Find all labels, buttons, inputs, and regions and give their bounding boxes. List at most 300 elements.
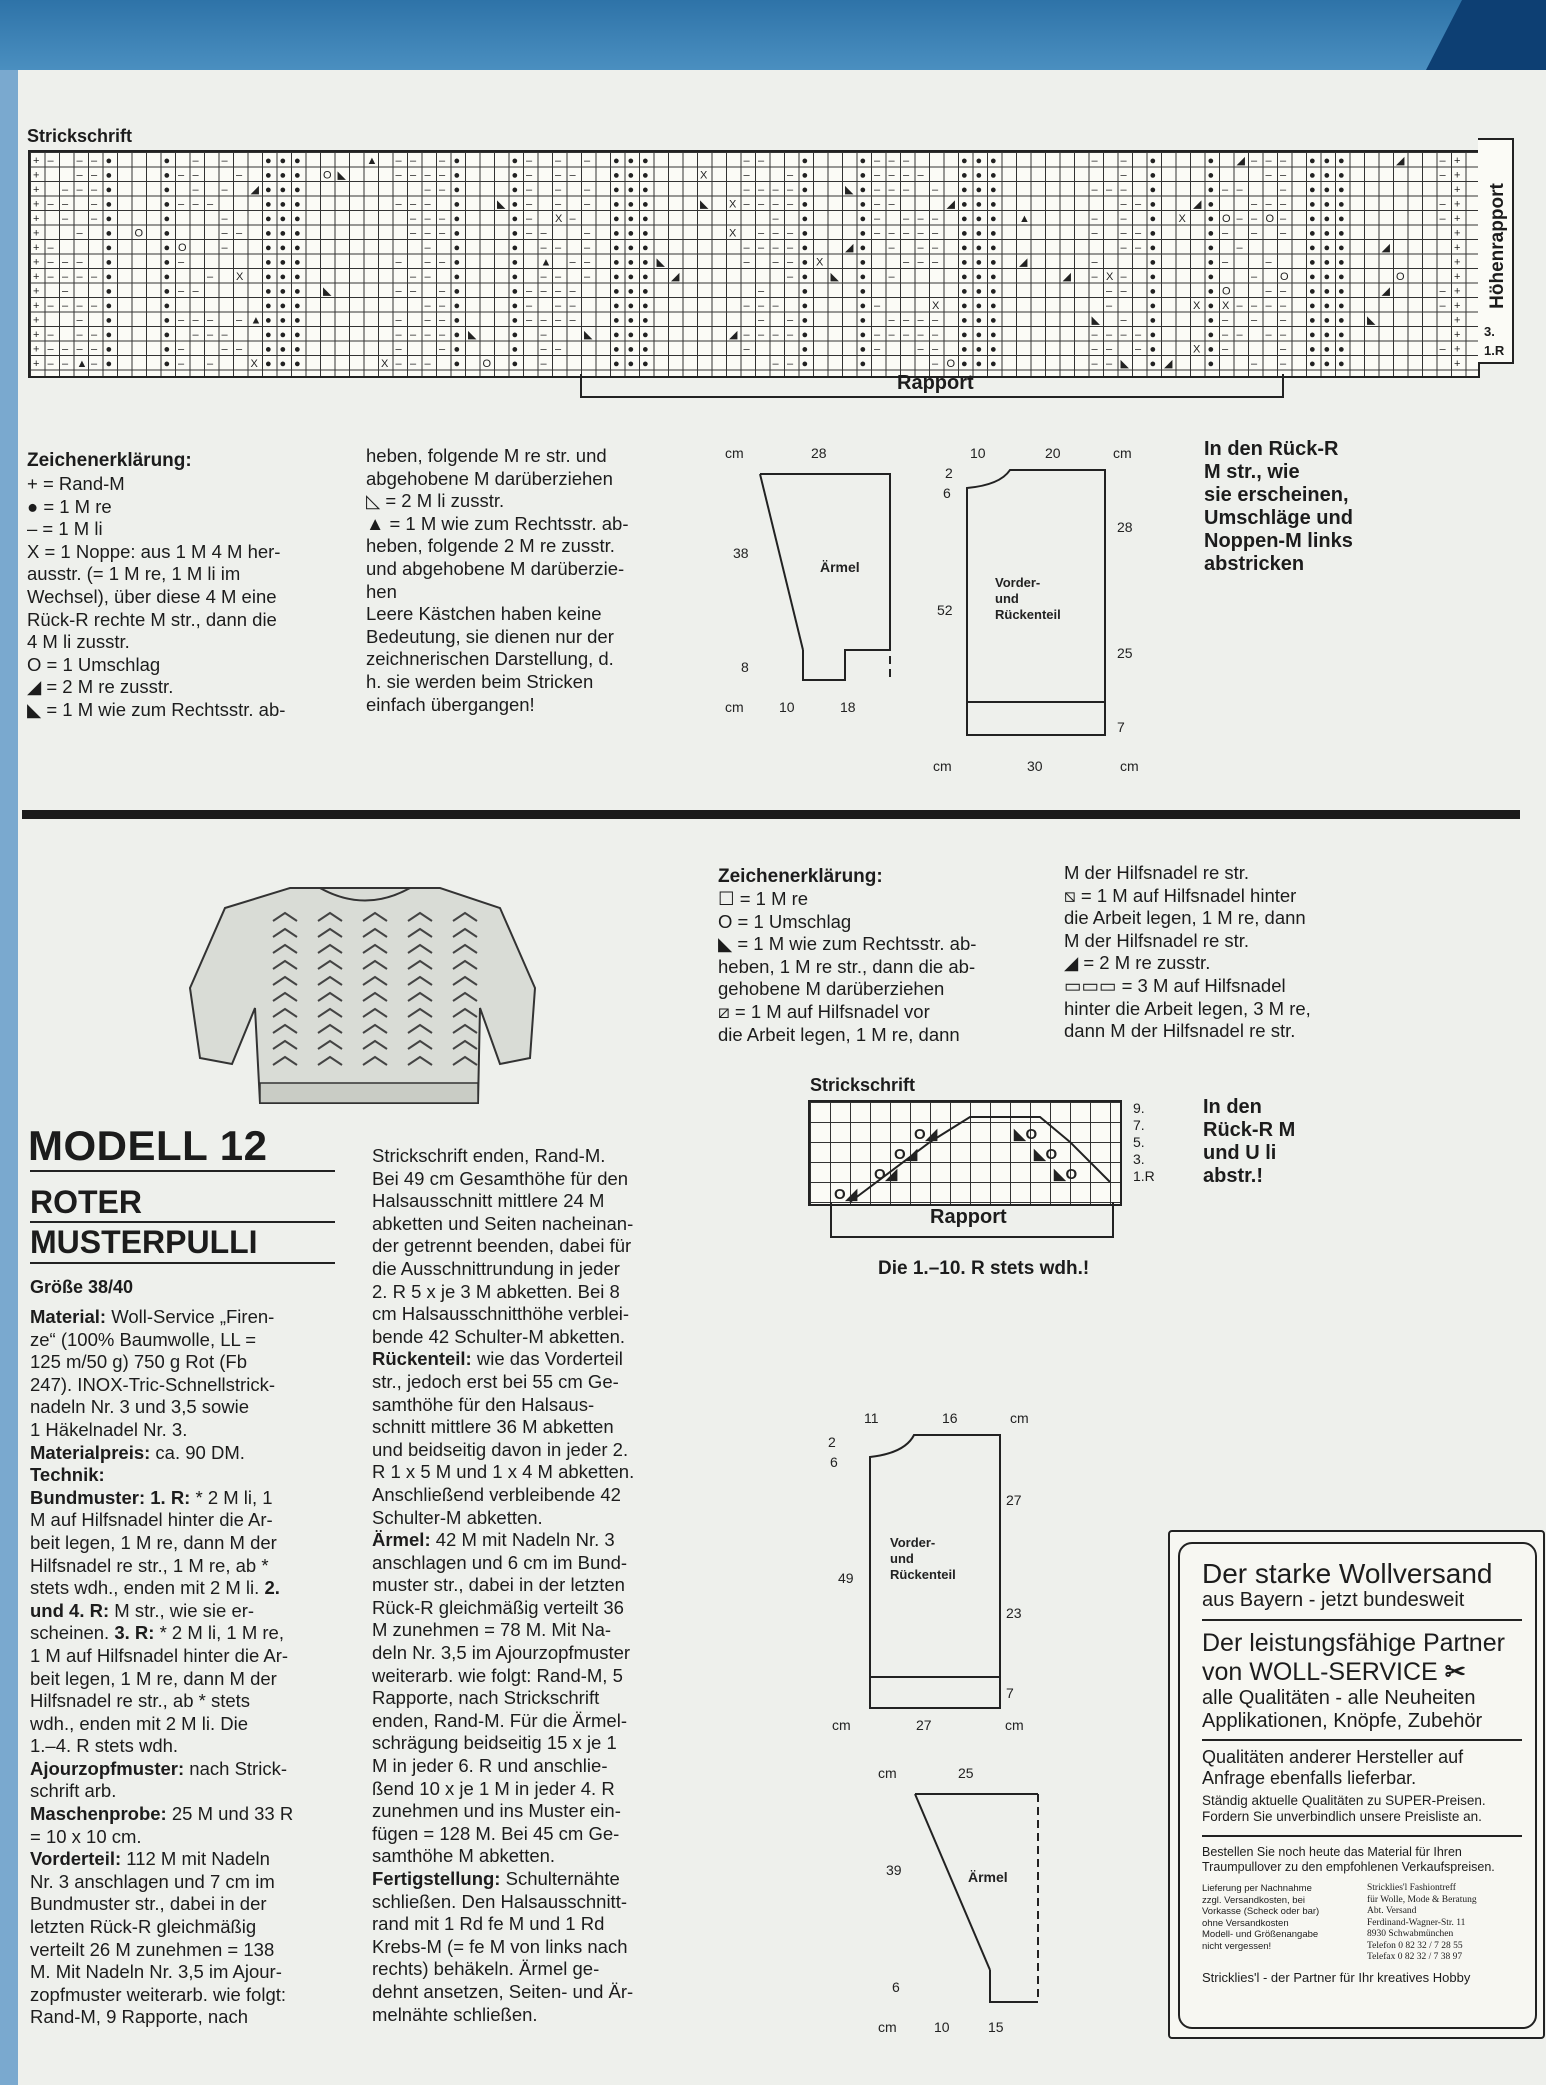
- chart1-symbol: –: [1265, 169, 1272, 182]
- chart1-symbol: ●: [105, 358, 113, 370]
- chart1-symbol: ●: [961, 242, 968, 254]
- chart1-symbol: –: [888, 329, 895, 341]
- chart1-symbol: ●: [801, 256, 809, 269]
- s1-body-right-a: 28: [1117, 519, 1133, 535]
- chart1-symbol: –: [743, 184, 750, 196]
- chart1-symbol: –: [1222, 314, 1229, 327]
- s1-body-top-b: 20: [1045, 445, 1061, 461]
- instructions-b-line: Rück-R gleichmäßig verteilt 36: [372, 1596, 624, 1618]
- chart1-symbol: ●: [613, 329, 620, 341]
- chart1-symbol: ●: [265, 184, 272, 196]
- instructions-b-line: Ärmel: 42 M mit Nadeln Nr. 3: [372, 1529, 615, 1551]
- chart1-symbol: –: [743, 300, 750, 312]
- chart1-symbol: ◣: [845, 184, 854, 196]
- ad-line-5: Ständig aktuelle Qualitäten zu SUPER-Preisen.: [1202, 1793, 1486, 1808]
- chart1-symbol: –: [1236, 329, 1243, 341]
- instructions-b-line: schließen. Den Halsausschnitt-: [372, 1890, 627, 1912]
- chart1-symbol: ●: [859, 213, 867, 225]
- chart1-symbol: ●: [105, 198, 113, 211]
- chart1-symbol: –: [569, 256, 576, 269]
- legend2-col1-line: die Arbeit legen, 1 M re, dann: [718, 1023, 960, 1045]
- chart1-symbol: –: [555, 314, 562, 327]
- model-title: MODELL 12: [28, 1122, 268, 1169]
- ad-heading-2: Der leistungsfähige Partner: [1202, 1629, 1505, 1657]
- chart1-symbol: –: [1222, 329, 1229, 341]
- ad-footer: Stricklies'l - der Partner für Ihr kreatives Hobby: [1202, 1969, 1471, 1985]
- chart1-symbol: –: [917, 213, 924, 225]
- chart1-symbol: +: [33, 227, 40, 240]
- chart1-symbol: X: [1193, 300, 1201, 312]
- chart1-symbol: ●: [642, 256, 649, 269]
- chart1-symbol: –: [424, 198, 431, 211]
- legend2-col2-line: ◢ = 2 M re zusstr.: [1064, 952, 1211, 974]
- chart1-symbol: ●: [511, 285, 519, 298]
- chart1-symbol: –: [439, 155, 446, 167]
- chart1-symbol: ●: [279, 300, 287, 312]
- chart1-symbol: ●: [990, 213, 997, 225]
- s2-body-label-1: Vorder-: [890, 1535, 936, 1550]
- chart1-symbol: ●: [1323, 213, 1331, 225]
- chart1-symbol: –: [874, 343, 881, 356]
- legend2-col1-line: ☐ = 1 M re: [718, 888, 809, 909]
- chart1-symbol: ●: [1149, 343, 1157, 356]
- chart1-symbol: –: [424, 184, 431, 196]
- legend1-title: Zeichenerklärung:: [27, 450, 192, 471]
- chart1-symbol: ●: [265, 242, 272, 254]
- chart1-symbol: ●: [453, 271, 461, 283]
- chart1-symbol: ●: [613, 285, 620, 298]
- note1-line: abstricken: [1204, 553, 1305, 575]
- chart2-caption: Die 1.–10. R stets wdh.!: [878, 1258, 1090, 1279]
- chart1-symbol: –: [91, 300, 98, 312]
- chart1-symbol: –: [526, 155, 533, 167]
- chart1-symbol: ●: [961, 329, 968, 341]
- s1-body-cm3: cm: [1120, 758, 1139, 774]
- instructions-a-line: stets wdh., enden mit 2 M li. 2.: [30, 1577, 280, 1599]
- chart1-symbol: ●: [627, 271, 635, 283]
- instructions-a-line: ze“ (100% Baumwolle, LL =: [30, 1328, 257, 1350]
- legend2-col1: [718, 866, 1032, 1046]
- chart1-symbol: –: [91, 343, 98, 356]
- chart1-symbol: –: [192, 329, 199, 341]
- chart1-symbol: –: [395, 198, 402, 211]
- chart1-symbol: +: [1454, 285, 1461, 298]
- s1-body-right-c: 7: [1117, 719, 1125, 735]
- chart1-symbol: –: [439, 314, 446, 327]
- chart1-symbol: –: [1280, 155, 1287, 167]
- chart1-symbol: –: [1236, 184, 1243, 196]
- chart1-symbol: –: [1091, 271, 1098, 283]
- legend2-col2: [1064, 862, 1384, 1043]
- left-edge-strip: [0, 70, 18, 2085]
- chart1-symbol: ●: [801, 300, 809, 312]
- chart1-symbol: ●: [1149, 271, 1157, 283]
- chart1-symbol: –: [1251, 198, 1258, 211]
- chart1-symbol: –: [1280, 358, 1287, 370]
- legend2-col2-line: hinter die Arbeit legen, 3 M re,: [1064, 997, 1311, 1019]
- chart1-symbol: –: [1439, 343, 1446, 356]
- hoehenrapport-label: Höhenrapport: [1487, 183, 1508, 309]
- chart1-symbol: –: [221, 184, 228, 196]
- chart1-symbol: +: [1454, 271, 1461, 283]
- chart1-symbol: –: [758, 314, 765, 327]
- chart1-symbol: –: [903, 169, 910, 182]
- instructions-b-line: Rückenteil: wie das Vorderteil: [372, 1348, 623, 1370]
- chart1-symbol: –: [236, 227, 243, 240]
- chart1-symbol: ◢: [250, 184, 259, 196]
- chart1-symbol: ●: [279, 213, 287, 225]
- model-sub-1: ROTER: [30, 1184, 142, 1220]
- svg-text:O◢: O◢: [834, 1186, 858, 1203]
- chart1-symbol: ●: [1338, 314, 1345, 327]
- legend2-col2-line: ▭▭▭ = 3 M auf Hilfsnadel: [1064, 974, 1286, 996]
- s2-sleeve-top: 25: [958, 1765, 974, 1781]
- chart1-symbol: –: [888, 271, 895, 283]
- chart1-symbol: ●: [453, 155, 461, 167]
- chart1-symbol: ●: [511, 242, 519, 254]
- chart1-symbol: –: [526, 184, 533, 196]
- chart1-symbol: –: [76, 184, 83, 196]
- s1-sleeve-left: 38: [733, 545, 749, 561]
- chart1-symbol: ●: [801, 329, 809, 341]
- chart1-symbol: +: [1454, 314, 1461, 327]
- chart1-symbol: –: [526, 285, 533, 298]
- chart1-symbol: ●: [1338, 213, 1345, 225]
- chart1-symbol: ●: [1323, 184, 1331, 196]
- legend1-col1-line: ● = 1 M re: [27, 495, 112, 517]
- legend2-col1-line: gehobene M darüberziehen: [718, 978, 945, 1000]
- legend2-col2-line: M der Hilfsnadel re str.: [1064, 929, 1250, 951]
- chart1-symbol: ●: [1338, 300, 1345, 312]
- instructions-b-line: dehnt ansetzen, Seiten- und Är-: [372, 1980, 634, 2002]
- chart1-symbol: –: [439, 329, 446, 341]
- chart1-symbol: –: [526, 314, 533, 327]
- chart1-symbol: +: [33, 343, 40, 356]
- chart1-symbol: ●: [801, 271, 809, 283]
- chart1-symbol: –: [1265, 329, 1272, 341]
- instructions-b-line: abketten und Seiten nacheinan-: [372, 1212, 634, 1234]
- chart1-symbol: ●: [627, 227, 635, 240]
- chart1-symbol: +: [1454, 343, 1461, 356]
- chart1-symbol: –: [1251, 358, 1258, 370]
- chart1-symbol: ●: [801, 213, 809, 225]
- chart1-symbol: ●: [1149, 300, 1157, 312]
- chart1-symbol: ●: [1149, 256, 1157, 269]
- chart1-symbol: –: [1091, 358, 1098, 370]
- legend1-col1-line: O = 1 Umschlag: [27, 653, 161, 675]
- chart1-symbol: –: [1280, 285, 1287, 298]
- chart1-symbol: ●: [1323, 155, 1331, 167]
- s1-body-bottom: 30: [1027, 758, 1043, 774]
- chart1-symbol: ●: [1323, 242, 1331, 254]
- chart1-symbol: +: [33, 358, 40, 370]
- chart1-symbol: –: [1106, 358, 1113, 370]
- chart1-symbol: –: [76, 155, 83, 167]
- chart1-symbol: –: [424, 300, 431, 312]
- chart1-symbol: ●: [511, 256, 519, 269]
- chart1-symbol: –: [1251, 314, 1258, 327]
- chart1-symbol: –: [207, 314, 214, 327]
- chart1-symbol: ●: [801, 184, 809, 196]
- s2-body-right-a: 27: [1006, 1492, 1022, 1508]
- chart1-symbol: ●: [105, 169, 113, 182]
- chart1-symbol: –: [1280, 329, 1287, 341]
- chart1-symbol: ●: [613, 343, 620, 356]
- chart1-symbol: ●: [1309, 314, 1316, 327]
- chart1-symbol: –: [1091, 329, 1098, 341]
- chart1-symbol: ●: [1207, 314, 1215, 327]
- chart1-symbol: ●: [265, 300, 272, 312]
- chart1-symbol: ●: [511, 358, 519, 370]
- chart1-symbol: –: [584, 242, 591, 254]
- chart1-symbol: –: [395, 358, 402, 370]
- chart1-symbol: ●: [1309, 213, 1316, 225]
- instructions-b-line: M in jeder 6. R und anschlie-: [372, 1755, 608, 1777]
- chart1-symbol: ●: [859, 256, 867, 269]
- chart1-symbol: O: [1280, 271, 1289, 283]
- instructions-b-line: melnähte schließen.: [372, 2003, 538, 2025]
- s2-body-neck-b: 6: [830, 1454, 838, 1470]
- chart1-symbol: –: [424, 271, 431, 283]
- chart1-symbol: –: [91, 271, 98, 283]
- chart1-symbol: ●: [990, 271, 997, 283]
- chart1-symbol: ●: [961, 358, 968, 370]
- legend2-col1-line: heben, 1 M re str., dann die ab-: [718, 955, 976, 977]
- chart1-symbol: –: [1222, 184, 1229, 196]
- s2-sleeve-bottom-a: 10: [934, 2019, 950, 2035]
- chart1-symbol: –: [91, 358, 98, 370]
- legend1-col1-line: – = 1 M li: [27, 518, 103, 540]
- instructions-b-line: anschlagen und 6 cm im Bund-: [372, 1551, 628, 1573]
- chart1-symbol: –: [62, 256, 69, 269]
- chart1-symbol: –: [439, 227, 446, 240]
- chart1-symbol: ●: [642, 198, 649, 211]
- chart1-symbol: ●: [279, 169, 287, 182]
- chart2-row-line: 9.: [1133, 1100, 1145, 1116]
- instructions-a-line: beit legen, 1 M re, dann M der: [30, 1667, 277, 1689]
- chart1-symbol: ●: [613, 227, 620, 240]
- ad-small-right-line: Ferdinand-Wagner-Str. 11: [1367, 1917, 1466, 1928]
- chart1-symbol: –: [1265, 198, 1272, 211]
- chart1-symbol: ●: [975, 213, 983, 225]
- chart1-symbol: –: [62, 285, 69, 298]
- chart1-symbol: –: [192, 198, 199, 211]
- chart1-symbol: +: [33, 285, 40, 298]
- chart1-symbol: –: [772, 198, 779, 211]
- chart1-symbol: ●: [163, 184, 171, 196]
- chart1-symbol: ●: [511, 314, 519, 327]
- chart1-symbol: –: [439, 343, 446, 356]
- chart1-symbol: –: [47, 358, 54, 370]
- chart1-symbol: O: [482, 358, 492, 370]
- chart1-symbol: ●: [975, 343, 983, 356]
- legend2-col2-line: ⧅ = 1 M auf Hilfsnadel hinter: [1064, 884, 1297, 906]
- s2-body-label-2: und: [890, 1551, 914, 1566]
- chart1-symbol: –: [178, 285, 185, 298]
- chart1-symbol: ◢: [1381, 285, 1390, 298]
- chart1-symbol: X: [1178, 213, 1186, 225]
- chart1-symbol: +: [1454, 329, 1461, 341]
- chart1-symbol: ●: [1207, 213, 1215, 225]
- chart1-symbol: ●: [453, 198, 461, 211]
- chart1-symbol: ●: [990, 227, 997, 240]
- chart1-symbol: ●: [511, 198, 519, 211]
- chart1-symbol: ●: [1207, 184, 1215, 196]
- chart1-symbol: ●: [1149, 169, 1157, 182]
- chart1-symbol: ●: [627, 155, 635, 167]
- chart1-symbol: ●: [859, 358, 867, 370]
- chart1-symbol: ●: [511, 343, 519, 356]
- chart1-symbol: ●: [613, 155, 620, 167]
- instructions-b-line: Halsausschnitt mittlere 24 M: [372, 1190, 605, 1212]
- chart1-symbol: –: [439, 256, 446, 269]
- chart1-symbol: ●: [453, 285, 461, 298]
- chart1-symbol: +: [1454, 198, 1461, 211]
- chart1-symbol: ●: [613, 300, 620, 312]
- chart1-symbol: –: [743, 242, 750, 254]
- chart1-symbol: X: [381, 358, 389, 370]
- chart1-symbol: –: [410, 155, 417, 167]
- chart1-symbol: –: [221, 329, 228, 341]
- chart1-symbol: ●: [975, 242, 983, 254]
- chart1-symbol: ●: [453, 227, 461, 240]
- ad-heading-1: Der starke Wollversand: [1202, 1558, 1493, 1589]
- chart1-symbol: –: [874, 169, 881, 182]
- chart1-symbol: +: [1454, 358, 1461, 370]
- chart1-symbol: ◢: [946, 198, 955, 211]
- chart1-symbol: ●: [105, 256, 113, 269]
- chart1-symbol: X: [1222, 300, 1230, 312]
- chart1-symbol: ●: [613, 184, 620, 196]
- chart1-symbol: –: [439, 213, 446, 225]
- chart1-symbol: ●: [453, 169, 461, 182]
- note1-line: sie erscheinen,: [1204, 484, 1349, 506]
- chart1-symbol: –: [569, 169, 576, 182]
- chart1-symbol: ●: [990, 242, 997, 254]
- model-sub-2: MUSTERPULLI: [30, 1224, 258, 1260]
- chart1-symbol: –: [917, 314, 924, 327]
- chart1-symbol: ●: [627, 343, 635, 356]
- chart1-symbol: ●: [294, 314, 301, 327]
- chart1-symbol: ●: [453, 343, 461, 356]
- chart1-symbol: –: [758, 227, 765, 240]
- chart1-symbol: –: [91, 184, 98, 196]
- chart1-symbol: ●: [990, 329, 997, 341]
- rapport-label-1: Rapport: [897, 372, 974, 394]
- chart1-symbol: ●: [105, 242, 113, 254]
- chart1-symbol: ●: [279, 155, 287, 167]
- s2-body-top-b: 16: [942, 1410, 958, 1426]
- svg-text:O◢: O◢: [894, 1146, 918, 1163]
- chart1-symbol: –: [743, 169, 750, 182]
- chart1-symbol: –: [91, 198, 98, 211]
- instructions-a-line: Ajourzopfmuster: nach Strick-: [30, 1757, 287, 1779]
- chart1-symbol: –: [874, 227, 881, 240]
- chart1-symbol: ●: [265, 343, 272, 356]
- chart1-symbol: –: [1439, 198, 1446, 211]
- chart2-row-line: 3.: [1133, 1151, 1145, 1167]
- instructions-a-line: Hilfsnadel re str., 1 M re, ab *: [30, 1554, 269, 1576]
- s1-sleeve-label: Ärmel: [820, 559, 860, 575]
- legend1-col2-line: h. sie werden beim Stricken: [366, 670, 594, 692]
- legend1-col2-line: hen: [366, 580, 397, 602]
- legend2-col2-line: M der Hilfsnadel re str.: [1064, 862, 1250, 883]
- instructions-b-line: und beidseitig davon in jeder 2.: [372, 1438, 629, 1460]
- chart1-symbol: –: [874, 184, 881, 196]
- chart1-symbol: –: [1265, 285, 1272, 298]
- chart1-symbol: ●: [859, 343, 867, 356]
- chart1-symbol: –: [1280, 184, 1287, 196]
- chart1-symbol: ●: [1309, 155, 1316, 167]
- chart1-symbol: +: [33, 256, 40, 269]
- chart1-symbol: –: [221, 343, 228, 356]
- chart1-symbol: –: [76, 169, 83, 182]
- chart1-symbol: –: [540, 285, 547, 298]
- chart1-symbol: –: [932, 256, 939, 269]
- model-size: Größe 38/40: [30, 1277, 134, 1297]
- chart1-symbol: ▲: [1019, 213, 1030, 225]
- s2-sleeve-cm2: cm: [878, 2019, 897, 2035]
- chart1-symbol: ●: [642, 242, 649, 254]
- chart1-symbol: ●: [990, 358, 997, 370]
- chart1-symbol: ●: [801, 169, 809, 182]
- chart1-symbol: –: [410, 169, 417, 182]
- chart1-symbol: –: [62, 213, 69, 225]
- chart1-symbol: –: [787, 184, 794, 196]
- s2-sleeve-cuff: 6: [892, 1979, 900, 1995]
- instructions-a-line: scheinen. 3. R: * 2 M li, 1 M re,: [30, 1622, 284, 1644]
- chart1-symbol: –: [888, 155, 895, 167]
- chart1-symbol: –: [772, 358, 779, 370]
- instructions-a-line: 247). INOX-Tric-Schnellstrick-: [30, 1373, 275, 1395]
- chart1-symbol: –: [932, 184, 939, 196]
- chart1-symbol: ●: [105, 213, 113, 225]
- chart1-symbol: –: [410, 271, 417, 283]
- chart1-symbol: –: [439, 300, 446, 312]
- chart1-symbol: –: [1120, 227, 1127, 240]
- chart1-symbol: ●: [105, 343, 113, 356]
- chart1-symbol: +: [1454, 155, 1461, 167]
- chart1-symbol: –: [47, 343, 54, 356]
- chart1-symbol: –: [178, 198, 185, 211]
- chart1-symbol: X: [700, 169, 708, 182]
- chart1-symbol: ●: [613, 256, 620, 269]
- chart1-symbol: ●: [961, 227, 968, 240]
- chart1-symbol: –: [192, 285, 199, 298]
- ad-small-right: [1367, 1883, 1522, 1964]
- chart1-symbol: –: [1222, 256, 1229, 269]
- chart1-symbol: –: [772, 213, 779, 225]
- chart1-symbol: –: [207, 329, 214, 341]
- chart1-symbol: +: [33, 198, 40, 211]
- s1-body-top-a: 10: [970, 445, 986, 461]
- instructions-b-line: bende 42 Schulter-M abketten.: [372, 1325, 625, 1347]
- chart1-symbol: ●: [163, 169, 171, 182]
- svg-text:◣O: ◣O: [1014, 1126, 1038, 1143]
- note-2: [1203, 1096, 1353, 1188]
- chart1-symbol: ●: [163, 256, 171, 269]
- legend1-col2-line: zeichnerischen Darstellung, d.: [366, 648, 614, 670]
- chart1-symbol: –: [395, 343, 402, 356]
- chart1-symbol: –: [555, 198, 562, 211]
- chart1-symbol: –: [192, 184, 199, 196]
- chart1-symbol: –: [540, 314, 547, 327]
- chart1-symbol: ●: [613, 169, 620, 182]
- chart1-symbol: ●: [859, 329, 867, 341]
- chart1-symbol: ●: [265, 358, 272, 370]
- chart1-symbol: ●: [163, 314, 171, 327]
- chart1-symbol: ●: [265, 155, 272, 167]
